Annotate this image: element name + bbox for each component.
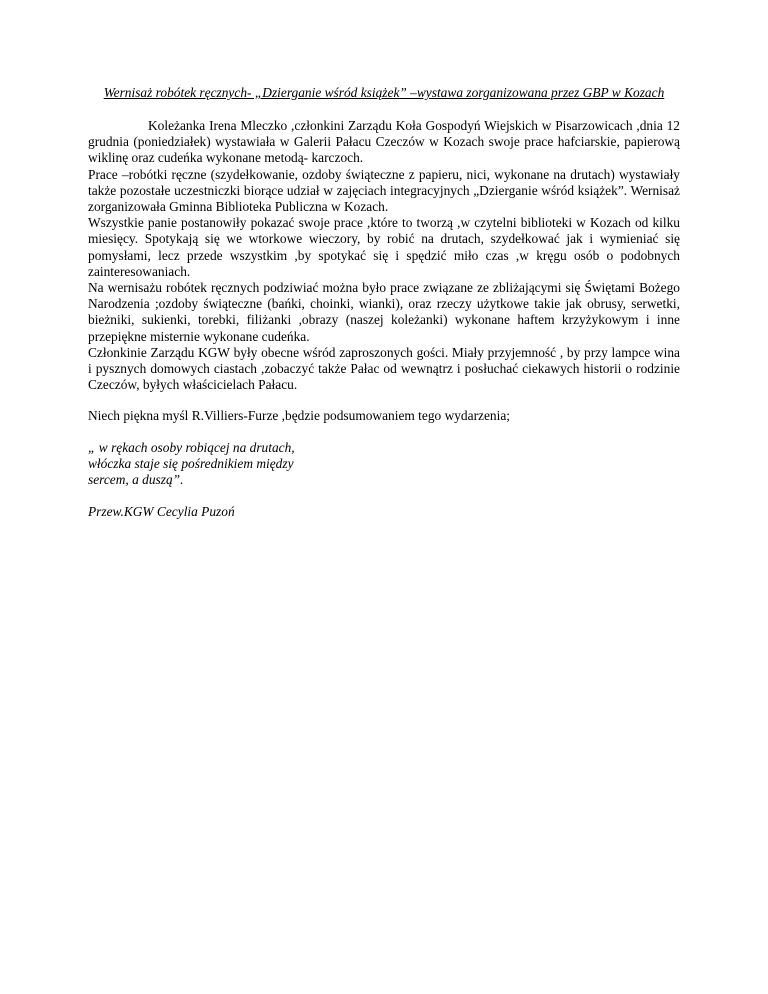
paragraph: Członkinie Zarządu KGW były obecne wśród zaproszonych gości. Miały przyjemność , by przy lampce wina i pysznych domowych ciastach ,zobaczyć także Pałac od wewnątrz i posłuchać ciekawych historii o rodzinie Czeczów, byłych właścicielach Pałacu. [88, 344, 680, 393]
document-title: Wernisaż robótek ręcznych- „Dzierganie wśród książek” –wystawa zorganizowana przez GBP w Kozach [103, 85, 665, 100]
quote-line: „ w rękach osoby robiącej na drutach, [88, 439, 295, 455]
quote-line: sercem, a duszą”. [88, 472, 184, 488]
signature: Przew.KGW Cecylia Puzoń [88, 504, 235, 520]
closing-sentence: Niech piękna myśl R.Villiers-Furze ,będzie podsumowaniem tego wydarzenia; [88, 408, 510, 424]
paragraph: Wszystkie panie postanowiły pokazać swoje prace ,które to tworzą ,w czytelni biblioteki w Kozach od kilku miesięcy. Spotykają się we wtorkowe wieczory, by robić na drutach, szydełkować jak i wymieniać się pomysłami, lecz przede wszystkim ,by spotykać się i spędzić miło czas ,w kręgu osób o podobnych zainteresowaniach. [88, 215, 680, 279]
paragraph: Na wernisażu robótek ręcznych podziwiać można było prace związane ze zbliżającymi się Świętami Bożego Narodzenia ;ozdoby świąteczne (bańki, choinki, wianki), oraz rzeczy użytkowe takie jak obrusy, serwetki, bieżniki, sukienki, torebki, filiżanki ,obrazy (naszej koleżanki) wykonane haftem krzyżykowym i inne przepiękne misternie wykonane cudeńka. [88, 280, 680, 344]
quote-block [88, 440, 680, 489]
quote-line: włóczka staje się pośrednikiem między [88, 455, 294, 471]
paragraph: Prace –robótki ręczne (szydełkowanie, ozdoby świąteczne z papieru, nici, wykonane na drutach) wystawiały także pozostałe uczestniczki biorące udział w zajęciach integracyjnych „Dzierganie wśród książek”. Wernisaż zorganizowała Gminna Biblioteka Publiczna w Kozach. [88, 166, 680, 215]
document-body [88, 118, 680, 393]
paragraph: Koleżanka Irena Mleczko ,członkini Zarządu Koła Gospodyń Wiejskich w Pisarzowicach ,dnia 12 grudnia (poniedziałek) wystawiała w Galerii Pałacu Czeczów w Kozach swoje prace hafciarskie, papierową wiklinę oraz cudeńka wykonane metodą- karczoch. [88, 118, 680, 166]
document-page [88, 84, 680, 520]
